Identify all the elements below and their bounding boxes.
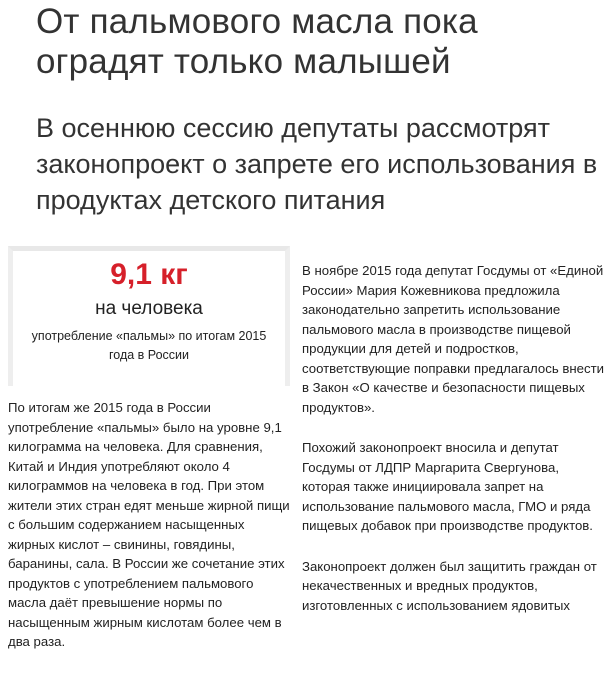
left-column (8, 398, 292, 673)
article-headline: От пальмового масла пока оградят только малышей (36, 2, 478, 81)
right-paragraph-3: Законопроект должен был защитить граждан от некачественных и вредных продуктов, изготовленных с использованием ядовитых (302, 558, 597, 613)
stat-value: 9,1 кг (110, 258, 188, 291)
right-paragraph-1: В ноябре 2015 года депутат Госдумы от «Единой России» Мария Кожевникова предложила законодательно запретить использование пальмового масла в производстве пищевой продукции для детей и подростков, соответствующие поправки предлагалось внести в Закон «О качестве и безопасности пищевых продуктов». (302, 263, 604, 415)
stat-unit: на человека (95, 298, 203, 319)
right-column (302, 261, 604, 636)
stat-callout (8, 246, 290, 386)
left-paragraph-1: По итогам же 2015 года в России употребление «пальмы» было на уровне 9,1 килограмма на человека. Для сравнения, Китай и Индия употребляют около 4 килограммов на человека в год. При этом жители этих стран едят меньше жирной пищи с большим содержанием насыщенных жирных кислот – свинины, говядины, баранины, сала. В России же сочетание этих продуктов с употреблением пальмового масла даёт превышение нормы по насыщенным жирным кислотам более чем в два раза. (8, 400, 290, 649)
stat-caption: употребление «пальмы» по итогам 2015 года в России (31, 329, 267, 362)
article-subheadline: В осеннюю сессию депутаты рассмотрят законопроект о запрете его использования в продуктах детского питания (36, 113, 598, 215)
right-paragraph-2: Похожий законопроект вносила и депутат Госдумы от ЛДПР Маргарита Свергунова, которая также инициировала запрет на использование пальмового масла, ГМО и ряда пищевых добавок при производстве продуктов. (302, 440, 593, 533)
